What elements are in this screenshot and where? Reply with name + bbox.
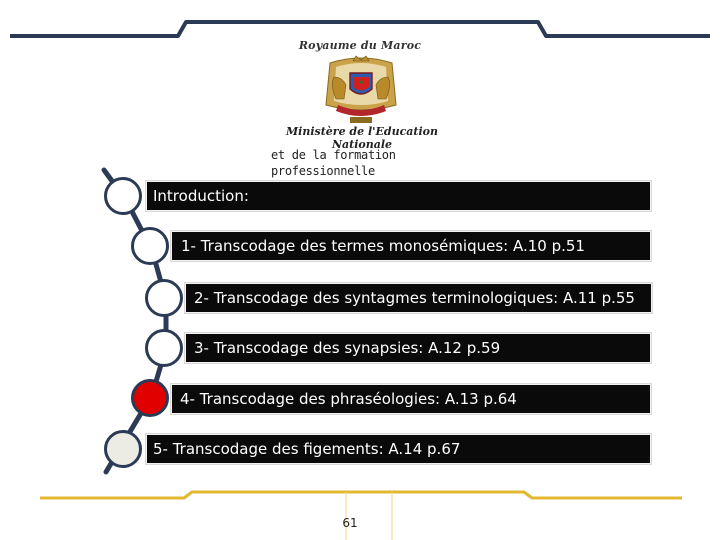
agenda-item-2[interactable]: [184, 282, 653, 314]
agenda-item-introduction[interactable]: [145, 180, 652, 212]
timeline-node: [104, 430, 142, 468]
agenda-item-label: 4- Transcodage des phraséologies: A.13 p.64: [180, 390, 517, 408]
ministry-title: Ministère de l'Education Nationale: [286, 125, 438, 151]
agenda-item-5[interactable]: [145, 433, 652, 465]
page-number: 61: [342, 516, 358, 530]
agenda-item-label: 3- Transcodage des synapsies: A.12 p.59: [194, 339, 501, 357]
agenda-item-1[interactable]: [170, 230, 652, 262]
timeline-node: [145, 279, 183, 317]
timeline-node-active: [131, 379, 169, 417]
agenda-item-label: 5- Transcodage des figements: A.14 p.67: [153, 440, 461, 458]
agenda-item-4[interactable]: [170, 383, 652, 415]
kingdom-title: Royaume du Maroc: [298, 39, 422, 52]
agenda-item-label: Introduction:: [153, 187, 249, 205]
agenda-item-label: 1- Transcodage des termes monosémiques: A.10 p.51: [181, 237, 585, 255]
agenda-item-label: 2- Transcodage des syntagmes terminologiques: A.11 p.55: [194, 289, 635, 307]
ministry-subtitle: et de la formation professionnelle: [271, 148, 396, 178]
agenda-item-3[interactable]: [184, 332, 652, 364]
timeline-node: [131, 227, 169, 265]
timeline-node: [104, 177, 142, 215]
timeline-node: [145, 329, 183, 367]
